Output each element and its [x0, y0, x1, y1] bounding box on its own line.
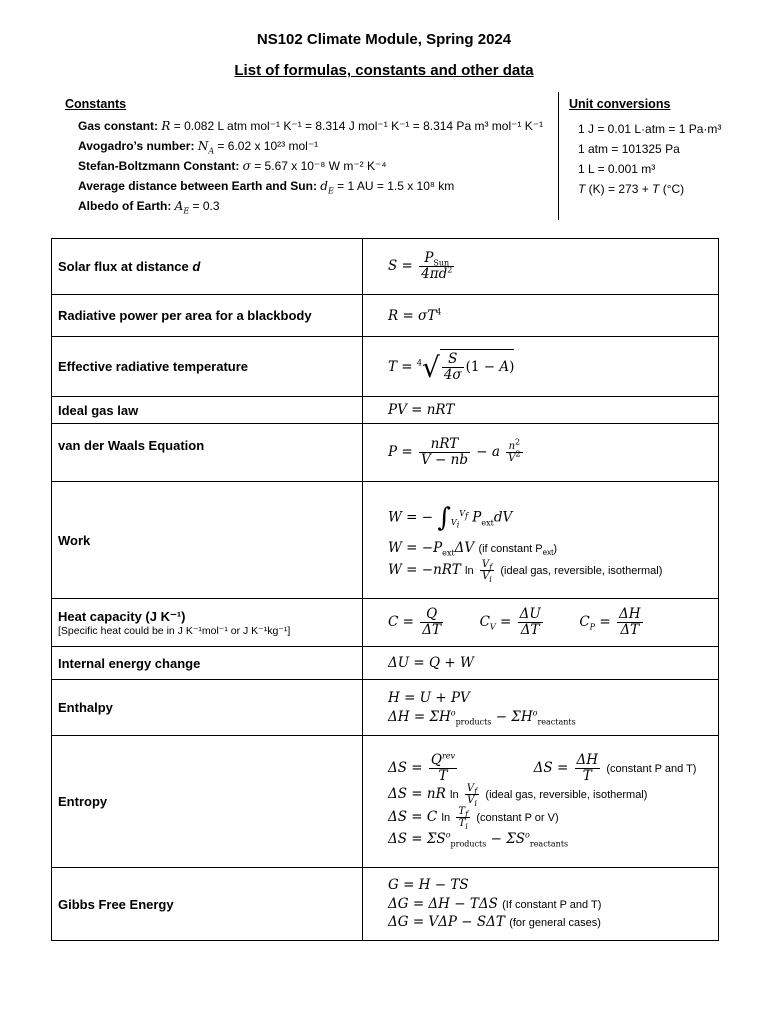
constants-section [65, 97, 543, 216]
label-internal-energy: Internal energy change [52, 647, 363, 680]
avogadro-row [78, 136, 543, 156]
work-note1: (if constant P [478, 543, 543, 556]
formula-vdw: P = $\frac{\text{nRT}}{V - nb}$ − a $\frac{n^2}{V^2}$ [363, 424, 719, 482]
formula-enthalpy: H = U + PV $\Delta H = \Sigma H^o_{products} - \Sigma H^o_{reactants}$ [363, 680, 719, 736]
unit-row-liter: 1 L = 0.001 m³ [578, 162, 656, 176]
gas-constant-label: Gas constant: [78, 119, 159, 133]
gibbs-note2: (for general cases) [509, 917, 601, 930]
row-solar-flux [52, 239, 719, 295]
label-solar-flux: Solar flux at distance d [52, 239, 363, 295]
formula-work: W = − $\int_{V_i}^{V_f}$ $P_{ext}dV$ $W = -P_{ext}\Delta V$ (if constant $P_{ext}$) W = −nRT ln $\frac{V_f}{V_i}$ (ideal gas, reversible, isothermal) [363, 482, 719, 599]
work-note2: (ideal gas, reversible, isothermal) [500, 565, 663, 578]
formula-internal-energy: ΔU = Q + W [363, 647, 719, 680]
constants-heading: Constants [65, 97, 127, 111]
albedo-label: Albedo of Earth: [78, 199, 172, 213]
stefan-row [78, 156, 543, 176]
row-heat-capacity [52, 599, 719, 647]
formula-solar-flux: S = $\frac{P_{Sun}}{4\pi d^2}$ [363, 239, 719, 295]
symbol-sigma: σ [242, 159, 251, 173]
row-effective-temp [52, 337, 719, 397]
gibbs-note1: (If constant P and T) [502, 898, 602, 911]
label-effective-temp: Effective radiative temperature [52, 337, 363, 397]
unit-row-temp: T (K) = 273 + T (°C) [578, 182, 685, 196]
formula-heat-capacity: C = $\frac{Q}{\Delta T}$ $C_V$ = $\frac{\Delta U}{\Delta T}$ $C_P$ = $\frac{\Delta H}{\Delta T}$ [363, 599, 719, 647]
stefan-value: = 5.67 x 10⁻⁸ W m⁻² K⁻⁴ [254, 159, 387, 173]
stefan-label: Stefan-Boltzmann Constant: [78, 159, 240, 173]
row-radiative-power [52, 295, 719, 337]
entropy-note2: (ideal gas, reversible, isothermal) [485, 789, 648, 802]
symbol-r: R [161, 119, 171, 133]
formula-gibbs: G = H − TS ΔG = ΔH − TΔS (If constant P and T) ΔG = VΔP − SΔT (for general cases) [363, 868, 719, 941]
row-entropy [52, 736, 719, 868]
unit-row-temp-mid: (K) = 273 + [585, 182, 653, 196]
row-work [52, 482, 719, 599]
gas-constant-row [78, 116, 543, 136]
row-gibbs [52, 868, 719, 941]
symbol-de: $d_E$ [320, 179, 334, 196]
formula-table [51, 238, 719, 941]
label-enthalpy: Enthalpy [52, 680, 363, 736]
label-gibbs: Gibbs Free Energy [52, 868, 363, 941]
avogadro-label: Avogadro’s number: [78, 139, 195, 153]
section-divider [558, 92, 559, 220]
row-vdw [52, 424, 719, 482]
unit-row-temp-end: (°C) [659, 182, 685, 196]
symbol-na: $N_A$ [197, 139, 215, 156]
formula-entropy: ΔS = $\frac{Q^{rev}}{T}$ ΔS = $\frac{\Delta H}{T}$ (constant P and T) ΔS = nR ln $\frac{V_f}{V_i}$ (ideal gas, reversible, isothermal) ΔS = C ln $\frac{T_f}{T_i}$ (constant P or V) $\Delta S = \Sigma S^o_{products} - \Sigma S^o_{reactants}$ [363, 736, 719, 868]
distance-row [78, 176, 543, 196]
label-vdw: van der Waals Equation [52, 424, 363, 482]
row-enthalpy [52, 680, 719, 736]
heat-capacity-title: Heat capacity (J K⁻¹) [58, 608, 186, 624]
avogadro-value: = 6.02 x 10²³ mol⁻¹ [217, 139, 319, 153]
unit-conversions-section [569, 97, 721, 199]
label-heat-capacity [52, 599, 363, 647]
distance-value: = 1 AU = 1.5 x 10⁸ km [337, 179, 455, 193]
label-work: Work [52, 482, 363, 599]
distance-label: Average distance between Earth and Sun: [78, 179, 317, 193]
page-subtitle: List of formulas, constants and other data [234, 62, 534, 79]
page-title: NS102 Climate Module, Spring 2024 [256, 31, 512, 48]
label-ideal-gas: Ideal gas law [52, 397, 363, 424]
unit-row-joule: 1 J = 0.01 L·atm = 1 Pa·m³ [578, 122, 722, 136]
entropy-note1: (constant P and T) [606, 762, 697, 775]
label-entropy: Entropy [52, 736, 363, 868]
albedo-row [78, 196, 543, 216]
formula-effective-temp: T = $^4$√ $\frac{S}{4\sigma}$ (1 − A) [363, 337, 719, 397]
albedo-value: = 0.3 [192, 199, 220, 213]
gas-constant-value: = 0.082 L atm mol⁻¹ K⁻¹ = 8.314 J mol⁻¹ K⁻¹ = 8.314 Pa m³ mol⁻¹ K⁻¹ [173, 119, 544, 133]
heat-capacity-note: [Specific heat could be in J K⁻¹mol⁻¹ or J K⁻¹kg⁻¹] [58, 624, 291, 637]
units-heading: Unit conversions [569, 97, 671, 111]
formula-ideal-gas: PV = nRT [363, 397, 719, 424]
entropy-note3: (constant P or V) [476, 812, 559, 825]
formula-radiative-power: $R = \sigma T^4$ [363, 295, 719, 337]
row-ideal-gas [52, 397, 719, 424]
label-radiative-power: Radiative power per area for a blackbody [52, 295, 363, 337]
row-internal-energy [52, 647, 719, 680]
symbol-ae: $A_E$ [174, 199, 190, 216]
unit-row-atm: 1 atm = 101325 Pa [578, 142, 680, 156]
